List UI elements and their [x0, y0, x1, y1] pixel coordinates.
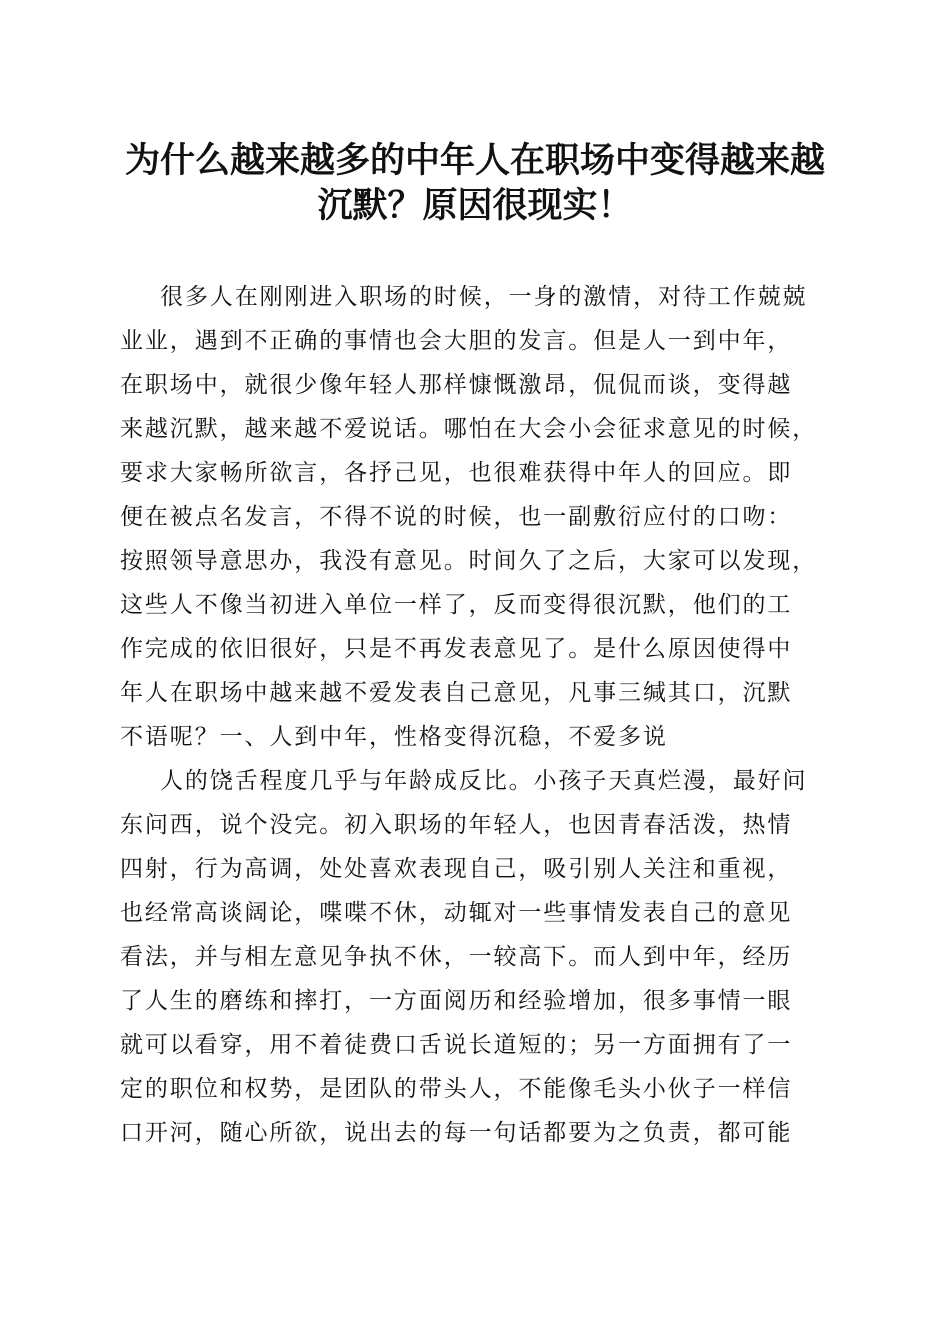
- paragraph-line: 就可以看穿，用不着徒费口舌说长道短的；另一方面拥有了一: [120, 1032, 793, 1058]
- paragraph-line: 定的职位和权势，是团队的带头人，不能像毛头小伙子一样信: [120, 1076, 793, 1102]
- paragraph-line: 便在被点名发言，不得不说的时候，也一副敷衍应付的口吻：: [120, 504, 793, 530]
- paragraph-2: [120, 759, 840, 1155]
- paragraph-line: 口开河，随心所欲，说出去的每一句话都要为之负责，都可能: [120, 1120, 793, 1146]
- paragraph-line: 很多人在刚刚进入职场的时候，一身的激情，对待工作兢兢: [160, 284, 808, 310]
- paragraph-line: 东问西，说个没完。初入职场的年轻人，也因青春活泼，热情: [120, 812, 793, 838]
- paragraph-line: 也经常高谈阔论，喋喋不休，动辄对一些事情发表自己的意见: [120, 900, 793, 926]
- document-title-line-2: 沉默？原因很现实！: [317, 185, 633, 226]
- paragraph-line: 业业，遇到不正确的事情也会大胆的发言。但是人一到中年，: [120, 328, 793, 354]
- paragraph-line: 这些人不像当初进入单位一样了，反而变得很沉默，他们的工: [120, 592, 793, 618]
- paragraph-line: 四射，行为高调，处处喜欢表现自己，吸引别人关注和重视，: [120, 856, 793, 882]
- paragraph-line: 年人在职场中越来越不爱发表自己意见，凡事三缄其口，沉默: [120, 680, 793, 706]
- document-title-line-1: 为什么越来越多的中年人在职场中变得越来越: [124, 140, 825, 181]
- paragraph-line: 要求大家畅所欲言，各抒己见，也很难获得中年人的回应。即: [120, 460, 793, 486]
- paragraph-line: 不语呢？一、人到中年，性格变得沉稳，不爱多说: [120, 724, 668, 750]
- paragraph-line: 了人生的磨练和摔打，一方面阅历和经验增加，很多事情一眼: [120, 988, 793, 1014]
- paragraph-line: 来越沉默，越来越不爱说话。哪怕在大会小会征求意见的时候，: [120, 416, 818, 442]
- paragraph-line: 按照领导意思办，我没有意见。时间久了之后，大家可以发现，: [120, 548, 818, 574]
- paragraph-line: 在职场中，就很少像年轻人那样慷慨激昂，侃侃而谈，变得越: [120, 372, 793, 398]
- paragraph-line: 看法，并与相左意见争执不休，一较高下。而人到中年，经历: [120, 944, 793, 970]
- paragraph-line: 作完成的依旧很好，只是不再发表意见了。是什么原因使得中: [120, 636, 793, 662]
- paragraph-1: [120, 275, 840, 759]
- paragraph-line: 人的饶舌程度几乎与年龄成反比。小孩子天真烂漫，最好问: [160, 768, 808, 794]
